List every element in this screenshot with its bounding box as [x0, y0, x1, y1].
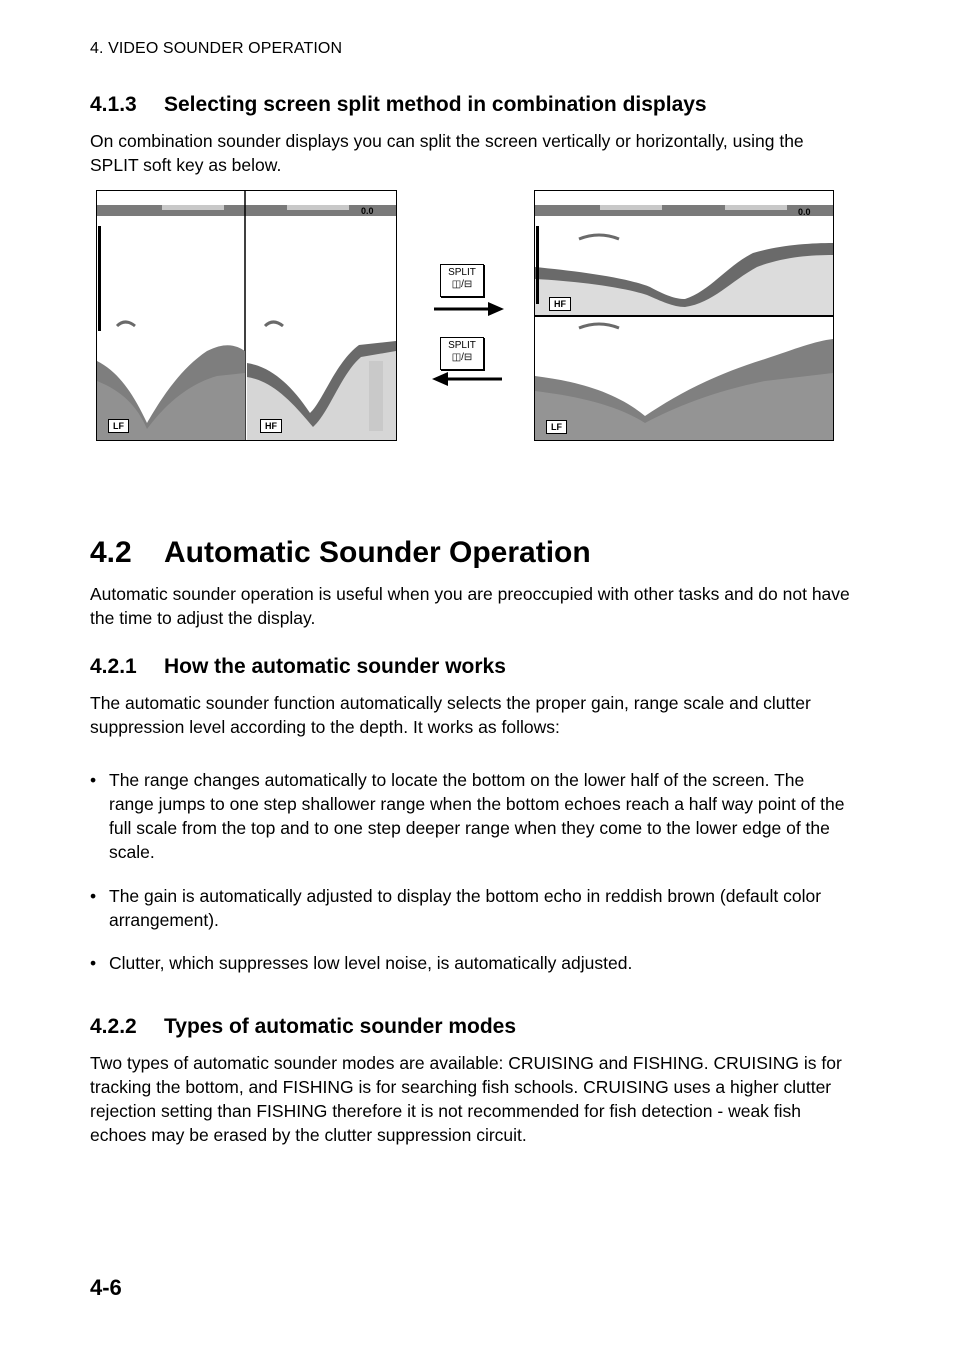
section-4-2-2-paragraph: Two types of automatic sounder modes are available: CRUISING and FISHING. CRUISING is for tracking the bottom, and FISHING is for searching fish schools. CRUISING uses a higher clutter rejection setting than FISHING therefore it is not recommended for fish detection - weak fish echoes may be erased by the clutter suppression circuit. [90, 1053, 842, 1145]
split-screen-figure [96, 189, 840, 445]
vertical-split-echogram [97, 191, 396, 440]
split-key-label: SPLIT [448, 340, 476, 351]
section-title: How the automatic sounder works [164, 655, 506, 678]
page-number: 4-6 [90, 1275, 122, 1300]
hf-tag: HF [549, 297, 571, 311]
section-number: 4.2.1 [90, 655, 137, 678]
depth-readout: 0.0 [798, 207, 811, 217]
depth-readout: 0.0 [361, 206, 374, 216]
split-soft-key-bottom[interactable] [440, 337, 484, 370]
lf-tag: LF [108, 419, 129, 433]
section-number: 4.2.2 [90, 1015, 137, 1038]
split-soft-key-top[interactable] [440, 264, 484, 297]
section-4-2-paragraph: Automatic sounder operation is useful when you are preoccupied with other tasks and do not have the time to adjust the display. [90, 584, 850, 628]
section-4-2-1-paragraph: The automatic sounder function automatically selects the proper gain, range scale and clutter suppression level according to the depth. It works as follows: [90, 693, 811, 737]
bullet-item: • The range changes automatically to locate the bottom on the lower half of the screen. The range jumps to one step shallower range when the bottom echoes reach a half way point of the full scale from the top and to one step deeper range when they come to the lower edge of the scale. [90, 768, 850, 864]
horizontal-split-echogram [535, 191, 833, 440]
bullet-text: Clutter, which suppresses low level noise, is automatically adjusted. [109, 953, 633, 973]
split-key-label: SPLIT [448, 267, 476, 278]
vertical-split-screen [96, 190, 397, 441]
section-4-1-3-heading [90, 93, 707, 117]
bullet-text: The range changes automatically to locate the bottom on the lower half of the screen. The range jumps to one step shallower range when the bottom echoes reach a half way point of the full scale from the top and to one step deeper range when they come to the lower edge of the scale. [109, 770, 845, 862]
section-title: Types of automatic sounder modes [164, 1015, 517, 1038]
section-number: 4.1.3 [90, 93, 137, 116]
section-title: Selecting screen split method in combination displays [164, 93, 707, 116]
bullet-item: • The gain is automatically adjusted to display the bottom echo in reddish brown (default color arrangement). [90, 884, 850, 932]
section-4-2-2-heading [90, 1015, 516, 1039]
split-mode-icon: ◫/⊟ [451, 352, 473, 363]
hf-tag: HF [260, 419, 282, 433]
horizontal-split-screen [534, 190, 834, 441]
split-mode-icon: ◫/⊟ [451, 279, 473, 290]
arrow-right-icon [434, 301, 506, 317]
bullet-text: The gain is automatically adjusted to display the bottom echo in reddish brown (default color arrangement). [109, 886, 822, 930]
arrow-left-icon [432, 371, 504, 387]
section-4-2-1-heading [90, 655, 506, 679]
section-4-2-heading [90, 536, 591, 570]
lf-tag: LF [546, 420, 567, 434]
bullet-item: • Clutter, which suppresses low level noise, is automatically adjusted. [90, 951, 850, 975]
section-title: Automatic Sounder Operation [164, 536, 591, 569]
section-4-1-3-paragraph: On combination sounder displays you can split the screen vertically or horizontally, using the SPLIT soft key as below. [90, 131, 804, 175]
running-header: 4. VIDEO SOUNDER OPERATION [90, 40, 343, 57]
section-number: 4.2 [90, 536, 132, 569]
